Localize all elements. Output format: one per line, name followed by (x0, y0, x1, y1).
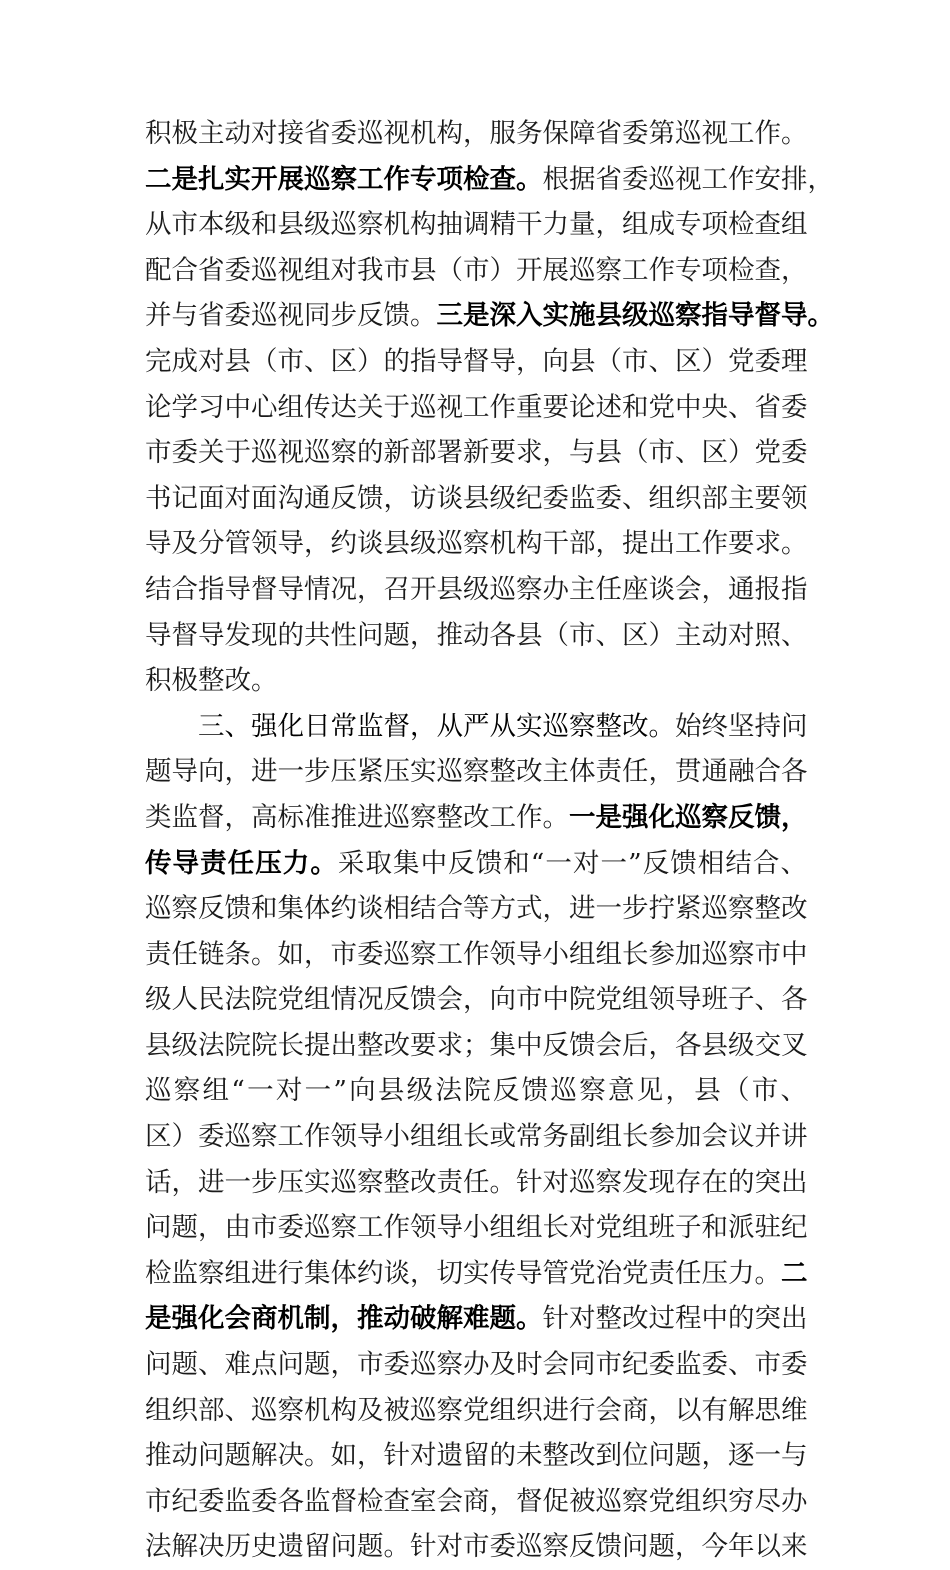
text-line (145, 476, 807, 522)
text-segment: 积极整改。 (145, 665, 278, 697)
text-segment: 县级法院院长提出整改要求；集中反馈会后，各县级交叉 (145, 1029, 808, 1061)
text-line (145, 886, 807, 932)
text-line (145, 658, 807, 704)
text-segment: 导及分管领导，约谈县级巡察机构干部，提出工作要求。 (145, 528, 808, 560)
emphasis-segment: 三、强化日常监督，从严从实巡察整改。 (198, 710, 675, 742)
text-line (145, 1296, 807, 1342)
emphasis-segment: 一是强化巡察反馈， (569, 801, 808, 833)
text-segment: 根据省委巡视工作安排， (542, 163, 834, 195)
text-segment: 采取集中反馈和“一对一”反馈相结合、 (337, 847, 807, 879)
text-segment: 题导向，进一步压紧压实巡察整改主体责任，贯通融合各 (145, 756, 808, 788)
text-segment: 从市本级和县级巡察机构抽调精干力量，组成专项检查组 (145, 209, 808, 241)
emphasis-segment: 传导责任压力。 (145, 847, 338, 879)
text-line (145, 385, 807, 431)
text-segment: 书记面对面沟通反馈，访谈县级纪委监委、组织部主要领 (145, 482, 808, 514)
text-line (145, 704, 807, 750)
text-segment: 完成对县（市、区）的指导督导，向县（市、区）党委理 (145, 345, 808, 377)
text-line (145, 430, 807, 476)
text-segment: 问题，由市委巡察工作领导小组组长对党组班子和派驻纪 (145, 1212, 808, 1244)
text-segment: 推动问题解决。如，针对遗留的未整改到位问题，逐一与 (145, 1440, 808, 1472)
text-segment: 问题、难点问题，市委巡察办及时会同市纪委监委、市委 (145, 1349, 808, 1381)
text-segment: 话，进一步压实巡察整改责任。针对巡察发现存在的突出 (145, 1166, 808, 1198)
text-line (145, 795, 807, 841)
text-line (145, 1114, 807, 1160)
emphasis-segment: 二 (781, 1257, 808, 1289)
text-line (145, 749, 807, 795)
text-line (145, 1524, 807, 1570)
text-segment: 巡察组“一对一”向县级法院反馈巡察意见，县（市、 (145, 1075, 807, 1107)
emphasis-segment: 三是深入实施县级巡察指导督导。 (436, 300, 834, 332)
text-line (145, 1205, 807, 1251)
text-line (145, 202, 807, 248)
text-line (145, 932, 807, 978)
text-segment: 并与省委巡视同步反馈。 (145, 300, 437, 332)
text-segment: 始终坚持问 (675, 710, 808, 742)
text-line (145, 1251, 807, 1297)
text-segment: 结合指导督导情况，召开县级巡察办主任座谈会，通报指 (145, 573, 808, 605)
body-text (145, 111, 834, 1570)
text-segment: 针对整改过程中的突出 (542, 1303, 808, 1335)
text-segment: 检监察组进行集体约谈，切实传导管党治党责任压力。 (145, 1257, 781, 1289)
text-segment: 组织部、巡察机构及被巡察党组织进行会商，以有解思维 (145, 1394, 808, 1426)
text-segment: 导督导发现的共性问题，推动各县（市、区）主动对照、 (145, 619, 808, 651)
text-line (145, 567, 807, 613)
text-segment: 积极主动对接省委巡视机构，服务保障省委第巡视工作。 (145, 118, 808, 149)
text-line (145, 1160, 807, 1206)
text-segment: 区）委巡察工作领导小组组长或常务副组长参加会议并讲 (145, 1121, 808, 1153)
text-line (145, 339, 807, 385)
text-segment: 级人民法院党组情况反馈会，向市中院党组领导班子、各 (145, 984, 808, 1016)
text-segment: 配合省委巡视组对我市县（市）开展巡察工作专项检查， (145, 254, 808, 286)
text-segment: 类监督，高标准推进巡察整改工作。 (145, 801, 569, 833)
emphasis-segment: 二是扎实开展巡察工作专项检查。 (145, 163, 543, 195)
text-segment: 市纪委监委各监督检查室会商，督促被巡察党组织穷尽办 (145, 1485, 808, 1517)
text-line (145, 157, 834, 203)
text-segment: 巡察反馈和集体约谈相结合等方式，进一步拧紧巡察整改 (145, 893, 808, 925)
text-line (145, 1342, 807, 1388)
text-segment: 责任链条。如，市委巡察工作领导小组组长参加巡察市中 (145, 938, 808, 970)
text-line (145, 248, 807, 294)
text-segment: 法解决历史遗留问题。针对市委巡察反馈问题，今年以来 (145, 1531, 808, 1563)
text-line (145, 1433, 807, 1479)
emphasis-segment: 是强化会商机制，推动破解难题。 (145, 1303, 543, 1335)
text-line (145, 293, 834, 339)
text-line (145, 977, 807, 1023)
text-line (145, 111, 807, 157)
text-line (145, 1388, 807, 1434)
text-segment: 论学习中心组传达关于巡视工作重要论述和党中央、省委 (145, 391, 808, 423)
text-line (145, 1479, 807, 1525)
text-line (145, 521, 807, 567)
text-line (145, 841, 807, 887)
text-line (145, 613, 807, 659)
text-line (145, 1068, 807, 1114)
text-line (145, 1023, 807, 1069)
text-segment: 市委关于巡视巡察的新部署新要求，与县（市、区）党委 (145, 437, 808, 469)
